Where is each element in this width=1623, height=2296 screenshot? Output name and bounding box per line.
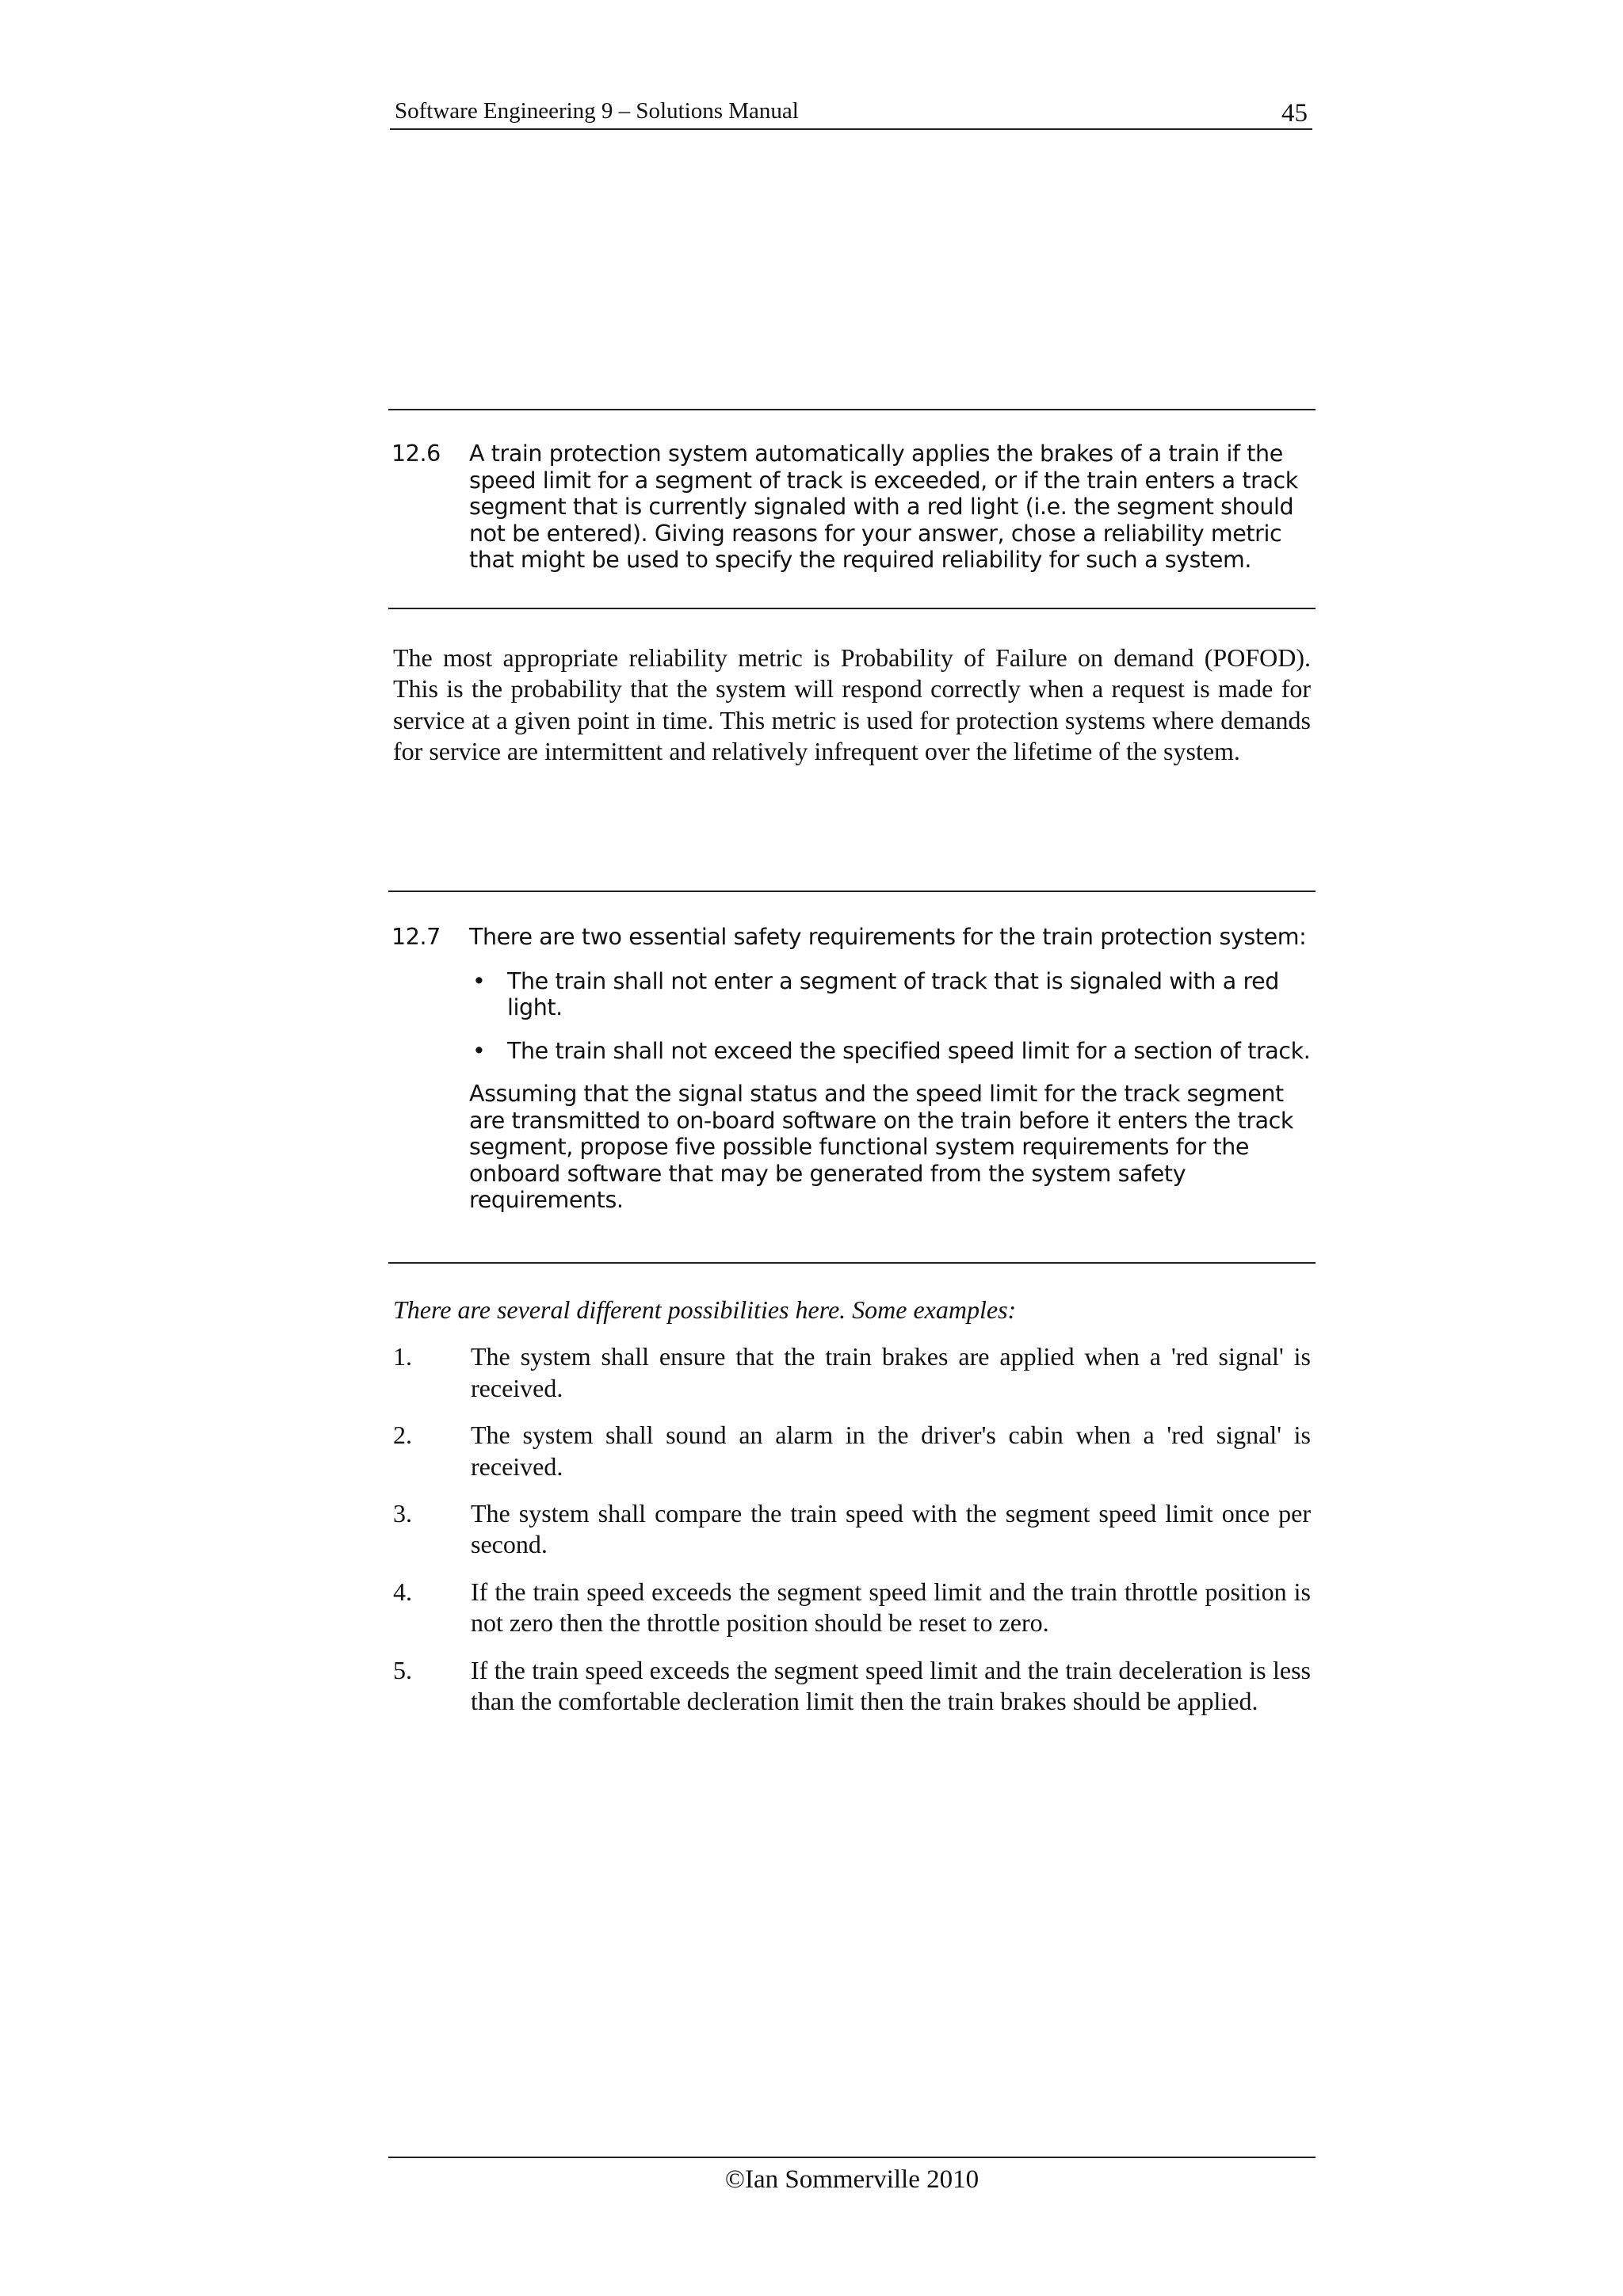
bullet-icon: •: [472, 967, 486, 994]
bullet-text: The train shall not enter a segment of track that is signaled with a red light.: [507, 967, 1279, 1020]
question-number: 12.7: [391, 924, 441, 950]
question-closing: Assuming that the signal status and the speed limit for the track segment are transmitted to on-board software on the train before it enters the track segment, propose five possible functional system requirements for the onboard software that may be generated from the system safety requirements.: [469, 1081, 1294, 1213]
list-item-text: The system shall sound an alarm in the driver's cabin when a 'red signal' is received.: [471, 1421, 1311, 1481]
list-item-number: 5.: [393, 1655, 412, 1684]
list-item: [393, 1341, 1311, 1404]
bullet-item: [469, 1038, 1312, 1065]
list-item-text: If the train speed exceeds the segment speed limit and the train deceleration is less than the comfortable decleration limit then the train brakes should be applied.: [471, 1655, 1311, 1716]
divider: [388, 891, 1316, 892]
list-item-text: If the train speed exceeds the segment speed limit and the train throttle position is not zero then the throttle position should be reset to zero.: [471, 1577, 1311, 1638]
list-item: [393, 1655, 1311, 1718]
list-item-number: 2.: [393, 1421, 412, 1450]
bullet-text: The train shall not exceed the specified speed limit for a section of track.: [507, 1037, 1311, 1064]
list-item: [393, 1498, 1311, 1561]
bullet-item: [469, 968, 1312, 1021]
list-item-text: The system shall ensure that the train brakes are applied when a 'red signal' is received.: [471, 1342, 1311, 1402]
copyright-text: ©Ian Sommerville 2010: [724, 2165, 980, 2194]
question-12-7: [391, 924, 1312, 1214]
list-item-number: 3.: [393, 1499, 412, 1528]
answer-paragraph: The most appropriate reliability metric is Probability of Failure on demand (POFOD). This is the probability that the system will respond correctly when a request is made for service at a given point in time. This metric is used for protection systems where demands for service are intermittent and relatively infrequent over the lifetime of the system.: [393, 643, 1311, 766]
list-item: [393, 1420, 1311, 1482]
header-title: Software Engineering 9 – Solutions Manual: [395, 98, 799, 124]
list-item: [393, 1577, 1311, 1639]
question-intro: There are two essential safety requirements for the train protection system:: [469, 924, 1307, 950]
divider: [388, 409, 1316, 410]
page-footer: [388, 2157, 1316, 2201]
divider: [388, 608, 1316, 609]
answer-intro: There are several different possibilities here. Some examples:: [393, 1295, 1017, 1324]
divider: [388, 1262, 1316, 1264]
bullet-icon: •: [472, 1037, 486, 1064]
answer-12-6: [393, 643, 1311, 768]
question-text: A train protection system automatically applies the brakes of a train if the speed limit for a segment of track is exceeded, or if the train enters a track segment that is currently signaled with a red light (i.e. the segment should not be entered). Giving reasons for your answer, chose a reliability metric that might be used to specify the required reliability for such a system.: [469, 441, 1298, 573]
answer-list: [393, 1341, 1311, 1717]
list-item-text: The system shall compare the train speed with the segment speed limit once per second.: [471, 1499, 1311, 1559]
page-header: [390, 93, 1312, 130]
question-12-6: [391, 441, 1312, 574]
requirement-bullet-list: [469, 968, 1312, 1065]
question-number: 12.6: [391, 441, 441, 467]
list-item-number: 1.: [393, 1342, 412, 1371]
answer-12-7: [393, 1295, 1311, 1733]
list-item-number: 4.: [393, 1577, 412, 1606]
page-number: 45: [1281, 99, 1308, 128]
